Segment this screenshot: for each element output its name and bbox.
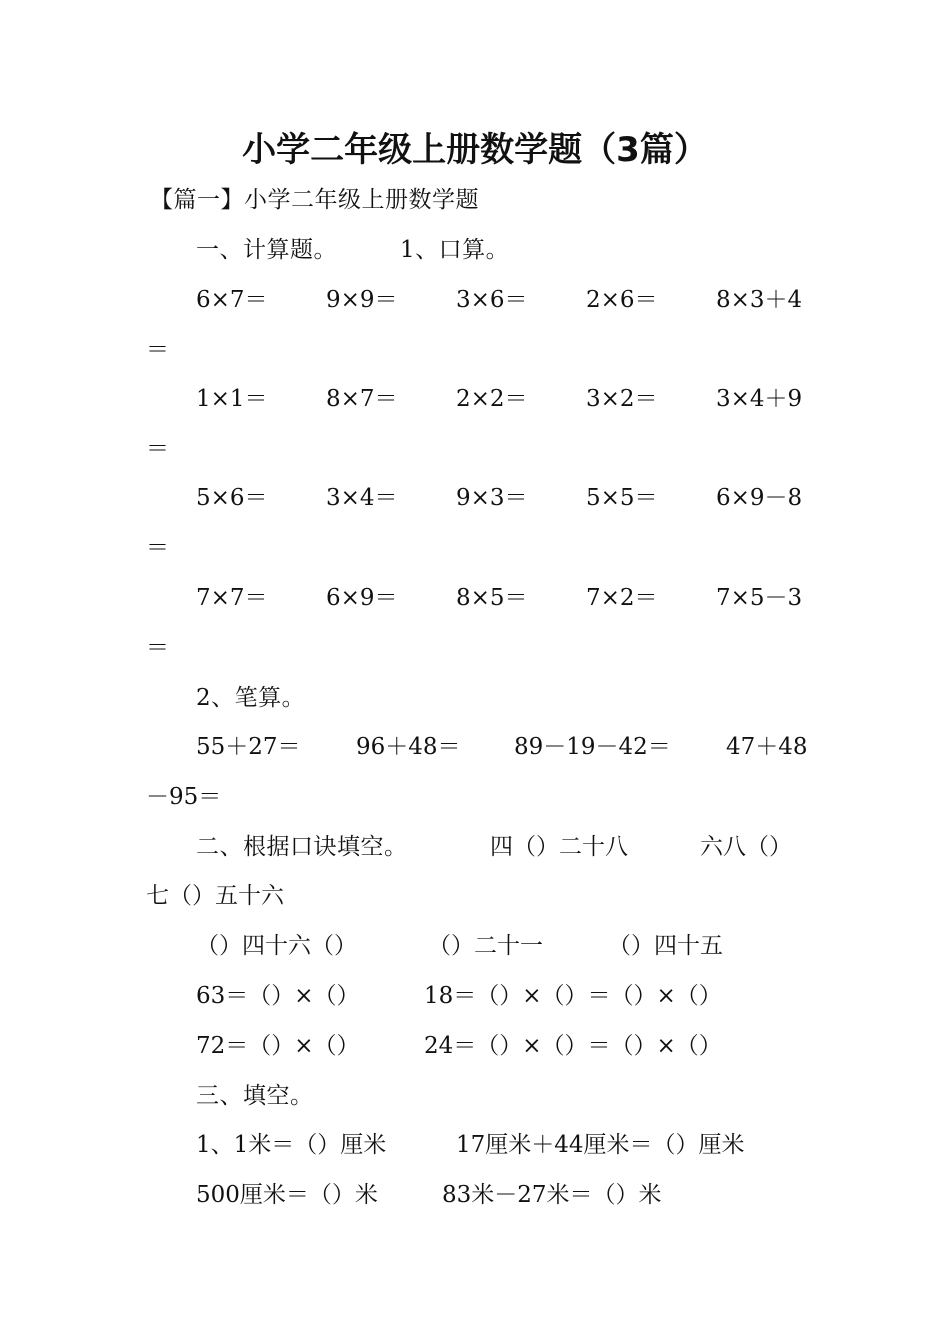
problem: 7×7＝ bbox=[196, 585, 268, 611]
problem: 9×9＝ bbox=[326, 287, 398, 313]
problem: 55＋27＝ bbox=[196, 734, 301, 760]
problem: 8×7＝ bbox=[326, 386, 398, 412]
fill-blank: 83米－27米＝（）米 bbox=[442, 1182, 662, 1208]
fill-blank: 七（）五十六 bbox=[146, 883, 284, 909]
problem: 9×3＝ bbox=[456, 485, 528, 511]
page-title: 小学二年级上册数学题（3篇） bbox=[242, 130, 708, 170]
part1-heading: 一、计算题。 bbox=[196, 237, 337, 263]
problem: 1×1＝ bbox=[196, 386, 268, 412]
problem: 6×9－8 bbox=[716, 485, 803, 511]
problem-wrap: ＝ bbox=[146, 635, 169, 661]
fill-blank: 24＝（）×（）＝（）×（） bbox=[424, 1033, 722, 1059]
oral-calc-subheading: 1、口算。 bbox=[400, 237, 510, 263]
problem: 96＋48＝ bbox=[356, 734, 461, 760]
part2-heading: 二、根据口诀填空。 bbox=[196, 834, 408, 860]
problem: 8×3＋4 bbox=[716, 287, 803, 313]
problem: 3×6＝ bbox=[456, 287, 528, 313]
fill-blank: （）二十一 bbox=[428, 933, 543, 959]
problem-wrap: ＝ bbox=[146, 436, 169, 462]
fill-blank: （）四十六（） bbox=[196, 933, 357, 959]
problem: 7×2＝ bbox=[586, 585, 658, 611]
written-calc-subheading: 2、笔算。 bbox=[196, 685, 306, 711]
fill-blank: 1、1米＝（）厘米 bbox=[196, 1132, 387, 1158]
fill-blank: 72＝（）×（） bbox=[196, 1033, 360, 1059]
problem: 2×6＝ bbox=[586, 287, 658, 313]
fill-blank: 四（）二十八 bbox=[490, 834, 628, 860]
problem: 8×5＝ bbox=[456, 585, 528, 611]
problem: 7×5－3 bbox=[716, 585, 803, 611]
problem: 47＋48 bbox=[726, 734, 808, 760]
problem: 3×2＝ bbox=[586, 386, 658, 412]
problem: 3×4＋9 bbox=[716, 386, 803, 412]
problem-wrap: ＝ bbox=[146, 337, 169, 363]
fill-blank: （）四十五 bbox=[608, 933, 723, 959]
fill-blank: 17厘米＋44厘米＝（）厘米 bbox=[456, 1132, 745, 1158]
fill-blank: 六八（） bbox=[700, 834, 792, 860]
problem: 5×5＝ bbox=[586, 485, 658, 511]
problem: 89－19－42＝ bbox=[514, 734, 671, 760]
section-heading: 【篇一】小学二年级上册数学题 bbox=[150, 187, 479, 213]
problem-wrap: ＝ bbox=[146, 535, 169, 561]
fill-blank: 63＝（）×（） bbox=[196, 983, 360, 1009]
problem: 6×7＝ bbox=[196, 287, 268, 313]
problem: 3×4＝ bbox=[326, 485, 398, 511]
problem: 2×2＝ bbox=[456, 386, 528, 412]
fill-blank: 18＝（）×（）＝（）×（） bbox=[424, 983, 722, 1009]
part3-heading: 三、填空。 bbox=[196, 1083, 314, 1109]
fill-blank: 500厘米＝（）米 bbox=[196, 1182, 378, 1208]
problem: 5×6＝ bbox=[196, 485, 268, 511]
problem: 6×9＝ bbox=[326, 585, 398, 611]
problem-wrap: －95＝ bbox=[146, 784, 222, 810]
